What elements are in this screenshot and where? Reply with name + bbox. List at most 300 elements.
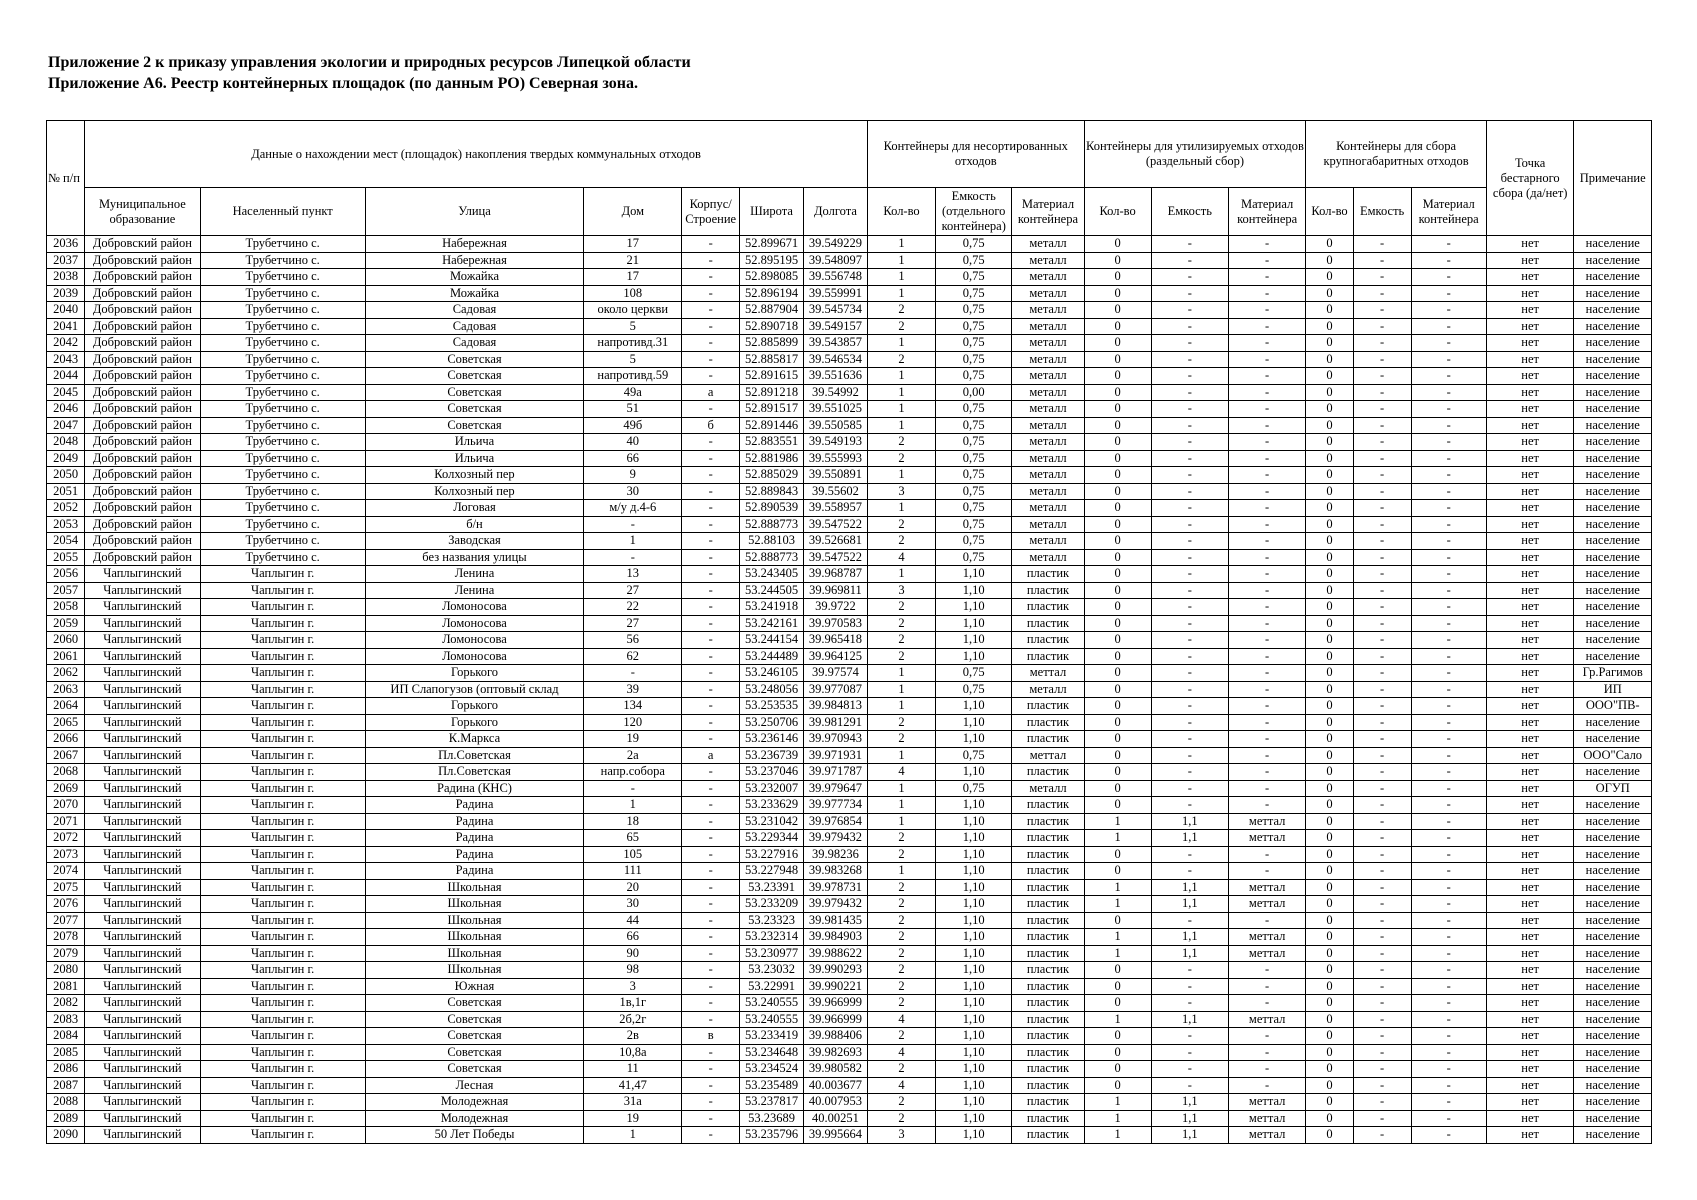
cell-row-number: 2073: [47, 846, 85, 863]
cell-unsorted-count: 1: [868, 252, 936, 269]
cell-collection-point: нет: [1486, 945, 1574, 962]
cell-collection-point: нет: [1486, 863, 1574, 880]
cell-latitude: 52.88103: [740, 533, 804, 550]
cell-note: население: [1574, 1061, 1652, 1078]
cell-recyclable-material: -: [1228, 912, 1305, 929]
cell-bulky-capacity: -: [1353, 335, 1411, 352]
cell-unsorted-material: металл: [1012, 302, 1084, 319]
table-row: [47, 384, 1652, 401]
cell-note: население: [1574, 995, 1652, 1012]
cell-latitude: 52.881986: [740, 450, 804, 467]
cell-settlement: Чаплыгин г.: [200, 929, 365, 946]
cell-latitude: 53.23323: [740, 912, 804, 929]
cell-municipality: Чаплыгинский: [85, 714, 201, 731]
cell-longitude: 39.551636: [803, 368, 867, 385]
cell-recyclable-capacity: -: [1151, 846, 1228, 863]
cell-unsorted-count: 1: [868, 665, 936, 682]
cell-recyclable-count: 0: [1084, 318, 1151, 335]
cell-building: -: [682, 302, 740, 319]
cell-house: 1: [584, 797, 682, 814]
cell-street: Советская: [365, 1011, 584, 1028]
cell-collection-point: нет: [1486, 252, 1574, 269]
cell-municipality: Чаплыгинский: [85, 1028, 201, 1045]
table-body: [47, 236, 1652, 1144]
cell-recyclable-count: 0: [1084, 665, 1151, 682]
cell-house: напротивд.59: [584, 368, 682, 385]
cell-unsorted-count: 2: [868, 714, 936, 731]
cell-longitude: 39.969811: [803, 582, 867, 599]
cell-collection-point: нет: [1486, 1028, 1574, 1045]
cell-note: население: [1574, 1110, 1652, 1127]
cell-settlement: Чаплыгин г.: [200, 896, 365, 913]
cell-recyclable-count: 0: [1084, 599, 1151, 616]
cell-street: Советская: [365, 368, 584, 385]
cell-unsorted-capacity: 1,10: [936, 764, 1012, 781]
cell-building: -: [682, 236, 740, 253]
cell-recyclable-material: -: [1228, 1028, 1305, 1045]
cell-street: Ильича: [365, 450, 584, 467]
cell-street: Школьная: [365, 896, 584, 913]
cell-latitude: 52.888773: [740, 516, 804, 533]
cell-bulky-capacity: -: [1353, 401, 1411, 418]
cell-unsorted-capacity: 0,75: [936, 533, 1012, 550]
cell-bulky-capacity: -: [1353, 483, 1411, 500]
cell-building: -: [682, 714, 740, 731]
cell-collection-point: нет: [1486, 1044, 1574, 1061]
cell-note: население: [1574, 615, 1652, 632]
cell-street: Садовая: [365, 318, 584, 335]
cell-municipality: Чаплыгинский: [85, 1044, 201, 1061]
cell-note: население: [1574, 252, 1652, 269]
cell-recyclable-material: -: [1228, 269, 1305, 286]
cell-unsorted-capacity: 0,75: [936, 351, 1012, 368]
cell-house: 11: [584, 1061, 682, 1078]
cell-bulky-capacity: -: [1353, 318, 1411, 335]
cell-note: население: [1574, 417, 1652, 434]
cell-note: население: [1574, 1127, 1652, 1144]
cell-unsorted-material: пластик: [1012, 962, 1084, 979]
cell-recyclable-capacity: -: [1151, 747, 1228, 764]
cell-unsorted-capacity: 1,10: [936, 879, 1012, 896]
cell-bulky-count: 0: [1306, 615, 1353, 632]
cell-bulky-material: -: [1411, 467, 1486, 484]
table-row: [47, 434, 1652, 451]
cell-unsorted-capacity: 0,75: [936, 368, 1012, 385]
cell-recyclable-material: -: [1228, 599, 1305, 616]
cell-bulky-material: -: [1411, 566, 1486, 583]
cell-recyclable-material: меттал: [1228, 830, 1305, 847]
cell-bulky-count: 0: [1306, 896, 1353, 913]
cell-row-number: 2063: [47, 681, 85, 698]
cell-latitude: 53.244154: [740, 632, 804, 649]
cell-recyclable-material: -: [1228, 302, 1305, 319]
cell-longitude: 39.548097: [803, 252, 867, 269]
cell-unsorted-count: 1: [868, 698, 936, 715]
cell-municipality: Чаплыгинский: [85, 929, 201, 946]
table-row: [47, 863, 1652, 880]
cell-recyclable-count: 0: [1084, 747, 1151, 764]
cell-collection-point: нет: [1486, 1061, 1574, 1078]
cell-latitude: 52.890718: [740, 318, 804, 335]
cell-street: Радина: [365, 846, 584, 863]
cell-latitude: 52.887904: [740, 302, 804, 319]
cell-collection-point: нет: [1486, 500, 1574, 517]
cell-municipality: Чаплыгинский: [85, 681, 201, 698]
cell-unsorted-capacity: 0,75: [936, 483, 1012, 500]
cell-recyclable-material: -: [1228, 500, 1305, 517]
cell-bulky-material: -: [1411, 615, 1486, 632]
cell-building: -: [682, 549, 740, 566]
cell-recyclable-count: 1: [1084, 813, 1151, 830]
cell-collection-point: нет: [1486, 302, 1574, 319]
cell-collection-point: нет: [1486, 599, 1574, 616]
cell-longitude: 39.551025: [803, 401, 867, 418]
cell-bulky-count: 0: [1306, 417, 1353, 434]
cell-longitude: 39.971787: [803, 764, 867, 781]
cell-unsorted-material: металл: [1012, 681, 1084, 698]
cell-house: 31а: [584, 1094, 682, 1111]
cell-bulky-material: -: [1411, 384, 1486, 401]
table-row: [47, 912, 1652, 929]
cell-latitude: 53.233629: [740, 797, 804, 814]
cell-unsorted-capacity: 1,10: [936, 566, 1012, 583]
cell-unsorted-capacity: 1,10: [936, 945, 1012, 962]
cell-unsorted-material: пластик: [1012, 1011, 1084, 1028]
table-row: [47, 896, 1652, 913]
cell-bulky-material: -: [1411, 731, 1486, 748]
cell-street: К.Маркса: [365, 731, 584, 748]
cell-bulky-capacity: -: [1353, 731, 1411, 748]
cell-row-number: 2089: [47, 1110, 85, 1127]
cell-longitude: 39.982693: [803, 1044, 867, 1061]
cell-house: 51: [584, 401, 682, 418]
cell-unsorted-capacity: 0,00: [936, 384, 1012, 401]
cell-recyclable-material: -: [1228, 252, 1305, 269]
cell-collection-point: нет: [1486, 1011, 1574, 1028]
cell-unsorted-material: пластик: [1012, 813, 1084, 830]
cell-municipality: Добровский район: [85, 236, 201, 253]
cell-longitude: 39.977734: [803, 797, 867, 814]
cell-unsorted-material: пластик: [1012, 995, 1084, 1012]
table-row: [47, 1028, 1652, 1045]
cell-municipality: Добровский район: [85, 467, 201, 484]
cell-house: 66: [584, 929, 682, 946]
cell-bulky-count: 0: [1306, 533, 1353, 550]
col-header-unsorted-material: Материал контейнера: [1012, 188, 1084, 236]
cell-longitude: 39.543857: [803, 335, 867, 352]
cell-bulky-capacity: -: [1353, 1110, 1411, 1127]
cell-municipality: Добровский район: [85, 450, 201, 467]
table-row: [47, 747, 1652, 764]
col-header-latitude: Широта: [740, 188, 804, 236]
cell-row-number: 2074: [47, 863, 85, 880]
cell-collection-point: нет: [1486, 434, 1574, 451]
cell-bulky-material: -: [1411, 351, 1486, 368]
cell-note: население: [1574, 929, 1652, 946]
cell-unsorted-material: пластик: [1012, 978, 1084, 995]
col-header-house: Дом: [584, 188, 682, 236]
cell-house: 1: [584, 533, 682, 550]
cell-row-number: 2069: [47, 780, 85, 797]
cell-note: население: [1574, 434, 1652, 451]
cell-bulky-capacity: -: [1353, 533, 1411, 550]
cell-longitude: 39.979647: [803, 780, 867, 797]
cell-settlement: Чаплыгин г.: [200, 599, 365, 616]
cell-unsorted-capacity: 0,75: [936, 434, 1012, 451]
cell-row-number: 2084: [47, 1028, 85, 1045]
cell-note: население: [1574, 1028, 1652, 1045]
cell-bulky-count: 0: [1306, 863, 1353, 880]
cell-unsorted-count: 1: [868, 797, 936, 814]
cell-recyclable-capacity: -: [1151, 302, 1228, 319]
cell-bulky-material: -: [1411, 516, 1486, 533]
cell-bulky-capacity: -: [1353, 500, 1411, 517]
cell-unsorted-capacity: 1,10: [936, 1094, 1012, 1111]
cell-recyclable-count: 0: [1084, 863, 1151, 880]
cell-settlement: Трубетчино с.: [200, 549, 365, 566]
cell-recyclable-material: -: [1228, 285, 1305, 302]
cell-unsorted-material: пластик: [1012, 632, 1084, 649]
cell-unsorted-capacity: 1,10: [936, 1077, 1012, 1094]
cell-settlement: Чаплыгин г.: [200, 1077, 365, 1094]
table-row: [47, 351, 1652, 368]
cell-bulky-material: -: [1411, 401, 1486, 418]
cell-street: Молодежная: [365, 1110, 584, 1127]
cell-bulky-material: -: [1411, 945, 1486, 962]
cell-unsorted-material: металл: [1012, 500, 1084, 517]
cell-recyclable-count: 0: [1084, 1077, 1151, 1094]
cell-longitude: 39.965418: [803, 632, 867, 649]
cell-unsorted-material: металл: [1012, 516, 1084, 533]
cell-recyclable-capacity: -: [1151, 764, 1228, 781]
cell-house: 90: [584, 945, 682, 962]
cell-unsorted-count: 1: [868, 368, 936, 385]
cell-latitude: 52.891446: [740, 417, 804, 434]
cell-latitude: 53.253535: [740, 698, 804, 715]
cell-unsorted-capacity: 1,10: [936, 995, 1012, 1012]
cell-unsorted-capacity: 0,75: [936, 665, 1012, 682]
cell-street: Школьная: [365, 912, 584, 929]
cell-recyclable-count: 0: [1084, 368, 1151, 385]
cell-longitude: 39.549193: [803, 434, 867, 451]
cell-note: население: [1574, 516, 1652, 533]
cell-municipality: Чаплыгинский: [85, 813, 201, 830]
cell-recyclable-material: -: [1228, 995, 1305, 1012]
col-header-municipality: Муниципальное образование: [85, 188, 201, 236]
cell-bulky-capacity: -: [1353, 434, 1411, 451]
cell-building: -: [682, 566, 740, 583]
cell-bulky-count: 0: [1306, 549, 1353, 566]
cell-building: -: [682, 665, 740, 682]
cell-settlement: Чаплыгин г.: [200, 1044, 365, 1061]
cell-settlement: Чаплыгин г.: [200, 813, 365, 830]
cell-longitude: 39.549157: [803, 318, 867, 335]
cell-municipality: Добровский район: [85, 269, 201, 286]
col-header-recyclable-capacity: Емкость: [1151, 188, 1228, 236]
cell-house: 30: [584, 483, 682, 500]
cell-recyclable-capacity: -: [1151, 533, 1228, 550]
cell-bulky-capacity: -: [1353, 1044, 1411, 1061]
cell-latitude: 53.244489: [740, 648, 804, 665]
cell-bulky-count: 0: [1306, 731, 1353, 748]
cell-settlement: Чаплыгин г.: [200, 632, 365, 649]
table-row: [47, 929, 1652, 946]
document-heading: [48, 52, 691, 94]
cell-latitude: 53.230977: [740, 945, 804, 962]
cell-bulky-capacity: -: [1353, 615, 1411, 632]
cell-bulky-material: -: [1411, 269, 1486, 286]
cell-house: 40: [584, 434, 682, 451]
cell-building: -: [682, 1077, 740, 1094]
cell-unsorted-material: пластик: [1012, 731, 1084, 748]
cell-recyclable-count: 1: [1084, 896, 1151, 913]
cell-building: -: [682, 978, 740, 995]
cell-unsorted-capacity: 0,75: [936, 681, 1012, 698]
cell-row-number: 2072: [47, 830, 85, 847]
cell-settlement: Трубетчино с.: [200, 450, 365, 467]
cell-settlement: Чаплыгин г.: [200, 731, 365, 748]
cell-bulky-material: -: [1411, 483, 1486, 500]
cell-building: -: [682, 830, 740, 847]
cell-collection-point: нет: [1486, 879, 1574, 896]
cell-longitude: 39.98236: [803, 846, 867, 863]
cell-unsorted-material: пластик: [1012, 615, 1084, 632]
cell-municipality: Чаплыгинский: [85, 879, 201, 896]
cell-collection-point: нет: [1486, 582, 1574, 599]
cell-collection-point: нет: [1486, 797, 1574, 814]
cell-collection-point: нет: [1486, 978, 1574, 995]
col-header-street: Улица: [365, 188, 584, 236]
cell-longitude: 39.977087: [803, 681, 867, 698]
cell-unsorted-count: 2: [868, 1061, 936, 1078]
cell-recyclable-material: меттал: [1228, 945, 1305, 962]
cell-building: -: [682, 929, 740, 946]
cell-unsorted-count: 1: [868, 401, 936, 418]
cell-unsorted-capacity: 1,10: [936, 797, 1012, 814]
cell-longitude: 39.988622: [803, 945, 867, 962]
cell-row-number: 2086: [47, 1061, 85, 1078]
cell-settlement: Чаплыгин г.: [200, 912, 365, 929]
cell-street: Советская: [365, 384, 584, 401]
cell-building: -: [682, 1011, 740, 1028]
cell-unsorted-material: пластик: [1012, 830, 1084, 847]
cell-row-number: 2060: [47, 632, 85, 649]
cell-bulky-material: -: [1411, 450, 1486, 467]
cell-recyclable-capacity: -: [1151, 912, 1228, 929]
cell-bulky-count: 0: [1306, 582, 1353, 599]
cell-bulky-count: 0: [1306, 995, 1353, 1012]
cell-house: 20: [584, 879, 682, 896]
cell-bulky-count: 0: [1306, 368, 1353, 385]
cell-recyclable-count: 1: [1084, 1110, 1151, 1127]
cell-bulky-count: 0: [1306, 1028, 1353, 1045]
cell-bulky-capacity: -: [1353, 632, 1411, 649]
cell-unsorted-capacity: 1,10: [936, 632, 1012, 649]
cell-settlement: Трубетчино с.: [200, 417, 365, 434]
cell-bulky-count: 0: [1306, 797, 1353, 814]
cell-bulky-count: 0: [1306, 384, 1353, 401]
cell-settlement: Чаплыгин г.: [200, 995, 365, 1012]
cell-municipality: Добровский район: [85, 384, 201, 401]
cell-bulky-capacity: -: [1353, 1061, 1411, 1078]
cell-latitude: 53.240555: [740, 1011, 804, 1028]
cell-latitude: 52.885817: [740, 351, 804, 368]
cell-unsorted-material: металл: [1012, 252, 1084, 269]
cell-recyclable-material: -: [1228, 236, 1305, 253]
cell-bulky-material: -: [1411, 665, 1486, 682]
cell-bulky-count: 0: [1306, 285, 1353, 302]
table-row: [47, 698, 1652, 715]
cell-unsorted-material: пластик: [1012, 1028, 1084, 1045]
table-row: [47, 401, 1652, 418]
cell-municipality: Чаплыгинский: [85, 896, 201, 913]
cell-note: население: [1574, 549, 1652, 566]
table-row: [47, 1077, 1652, 1094]
cell-recyclable-count: 0: [1084, 698, 1151, 715]
table-row: [47, 681, 1652, 698]
cell-bulky-count: 0: [1306, 1044, 1353, 1061]
cell-latitude: 53.248056: [740, 681, 804, 698]
cell-bulky-material: -: [1411, 896, 1486, 913]
cell-recyclable-material: -: [1228, 1077, 1305, 1094]
table-row: [47, 252, 1652, 269]
cell-longitude: 39.526681: [803, 533, 867, 550]
cell-recyclable-count: 0: [1084, 632, 1151, 649]
cell-latitude: 53.23689: [740, 1110, 804, 1127]
cell-unsorted-material: пластик: [1012, 599, 1084, 616]
cell-house: напротивд.31: [584, 335, 682, 352]
cell-street: Пл.Советская: [365, 764, 584, 781]
table-row: [47, 285, 1652, 302]
cell-recyclable-material: -: [1228, 450, 1305, 467]
cell-row-number: 2057: [47, 582, 85, 599]
cell-bulky-capacity: -: [1353, 236, 1411, 253]
cell-note: население: [1574, 269, 1652, 286]
cell-latitude: 52.889843: [740, 483, 804, 500]
cell-recyclable-capacity: -: [1151, 467, 1228, 484]
cell-unsorted-material: металл: [1012, 434, 1084, 451]
table-row: [47, 764, 1652, 781]
cell-note: население: [1574, 813, 1652, 830]
cell-recyclable-material: -: [1228, 648, 1305, 665]
cell-latitude: 53.237817: [740, 1094, 804, 1111]
cell-recyclable-capacity: -: [1151, 269, 1228, 286]
cell-latitude: 53.22991: [740, 978, 804, 995]
cell-house: м/у д.4-6: [584, 500, 682, 517]
table-row: [47, 1061, 1652, 1078]
cell-recyclable-material: -: [1228, 714, 1305, 731]
cell-bulky-capacity: -: [1353, 351, 1411, 368]
cell-recyclable-capacity: 1,1: [1151, 1094, 1228, 1111]
cell-recyclable-count: 0: [1084, 797, 1151, 814]
cell-recyclable-capacity: 1,1: [1151, 1127, 1228, 1144]
cell-street: Ленина: [365, 566, 584, 583]
cell-bulky-count: 0: [1306, 1077, 1353, 1094]
cell-latitude: 53.234648: [740, 1044, 804, 1061]
cell-unsorted-material: пластик: [1012, 566, 1084, 583]
cell-recyclable-count: 1: [1084, 1127, 1151, 1144]
cell-note: население: [1574, 384, 1652, 401]
cell-street: Набережная: [365, 252, 584, 269]
cell-bulky-material: -: [1411, 747, 1486, 764]
cell-bulky-material: -: [1411, 813, 1486, 830]
cell-building: -: [682, 401, 740, 418]
col-header-unsorted-count: Кол-во: [868, 188, 936, 236]
cell-row-number: 2040: [47, 302, 85, 319]
cell-longitude: 39.559991: [803, 285, 867, 302]
cell-note: население: [1574, 632, 1652, 649]
cell-unsorted-material: пластик: [1012, 698, 1084, 715]
